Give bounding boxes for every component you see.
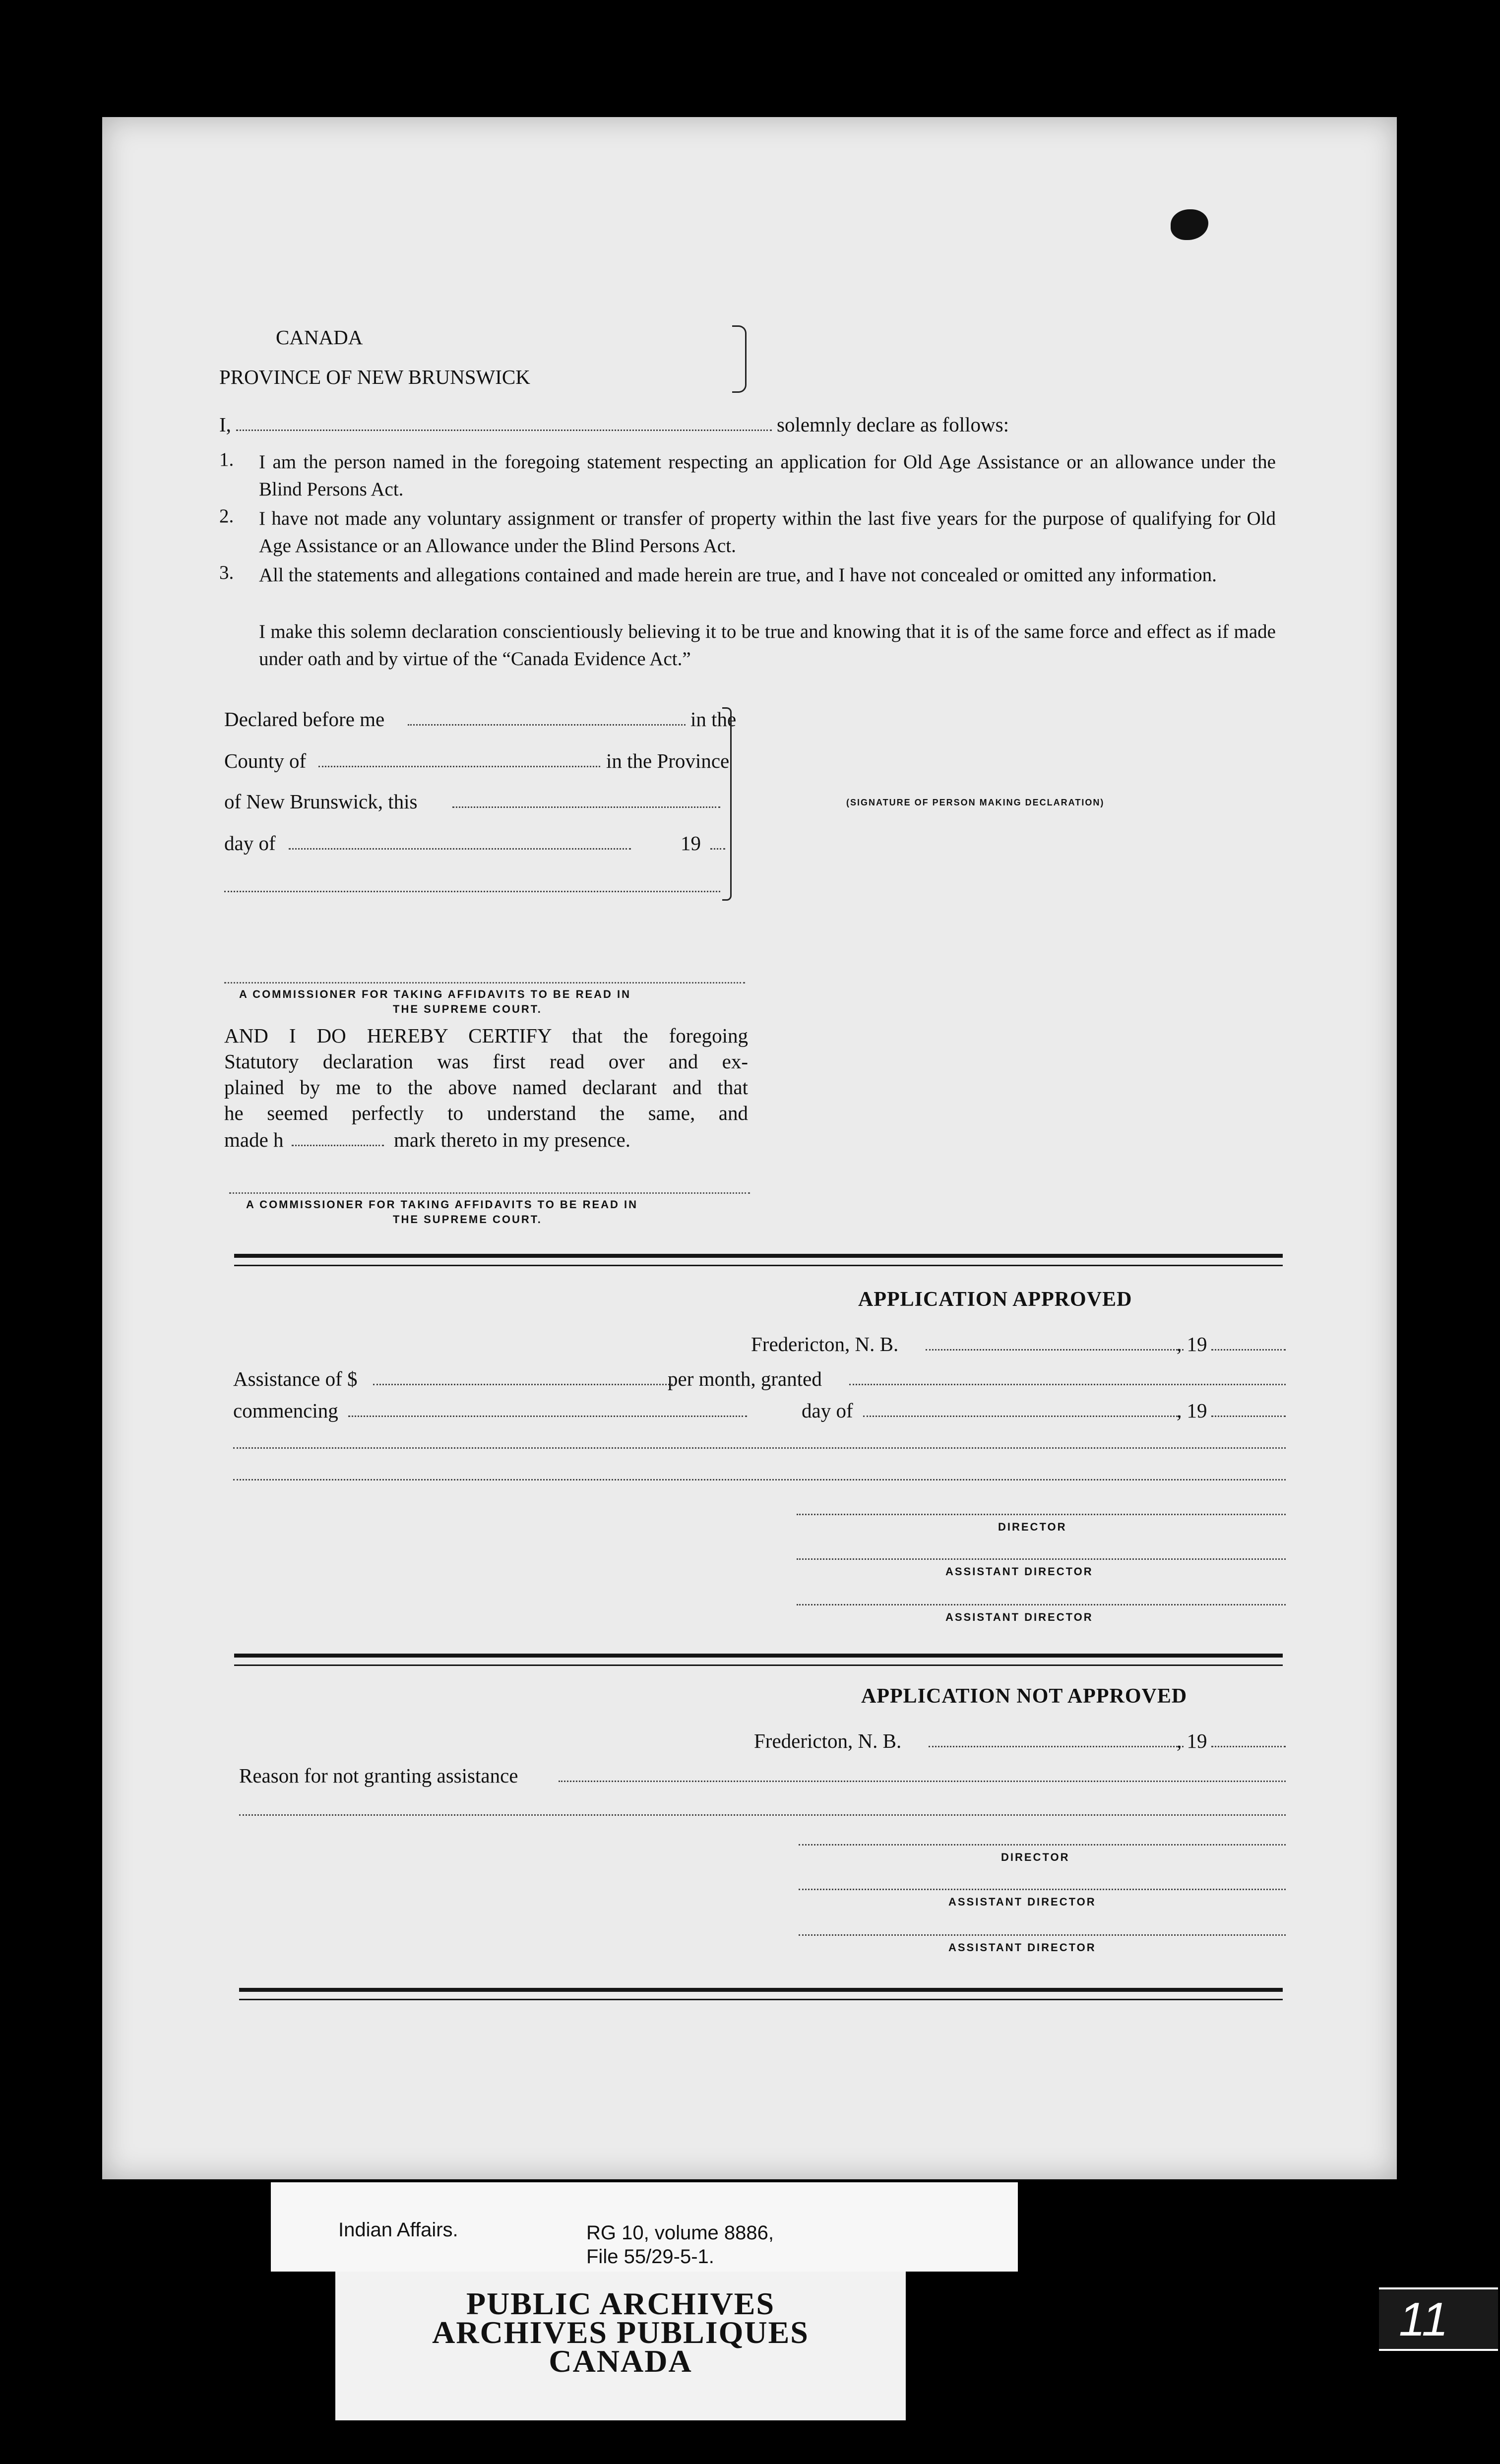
province-heading: PROVINCE OF NEW BRUNSWICK [219, 366, 530, 388]
na-director-signature-line[interactable] [799, 1844, 1286, 1846]
not-approved-year-prefix: , 19 [1177, 1729, 1207, 1752]
frame-number: 11 [1399, 2293, 1448, 2346]
section-divider-1 [234, 1254, 1283, 1258]
granted-field[interactable] [849, 1384, 1286, 1385]
declarant-prefix: I, [219, 413, 231, 436]
commissioner-signature-line-2[interactable] [229, 1192, 750, 1194]
not-approved-director-caption: DIRECTOR [1001, 1851, 1070, 1863]
jurat-county-field[interactable] [318, 766, 600, 767]
approved-director-caption: DIRECTOR [998, 1521, 1067, 1533]
jurat-month-field[interactable] [289, 848, 631, 850]
assistant-director-line-1[interactable] [797, 1558, 1286, 1560]
na-assistant-line-1[interactable] [799, 1889, 1286, 1890]
not-approved-assistant-caption-2: ASSISTANT DIRECTOR [948, 1941, 1096, 1954]
assistance-amount-field[interactable] [373, 1384, 673, 1385]
section-divider-2b [234, 1664, 1283, 1666]
item-2-text: I have not made any voluntary assignment or transfer of property within the last five years for the purpose of qualifying for Old Age Assistance or an Allowance under the Blind Persons Act. [259, 508, 1276, 556]
assistant-director-line-2[interactable] [797, 1604, 1286, 1605]
jurat-place-field[interactable] [408, 724, 686, 726]
jurat-extra-line[interactable] [224, 891, 720, 892]
approved-day-field[interactable] [863, 1416, 1181, 1417]
not-approved-place: Fredericton, N. B. [754, 1729, 902, 1752]
approved-notes-line-1[interactable] [233, 1447, 1286, 1449]
commissioner-caption-2a: A COMMISSIONER FOR TAKING AFFIDAVITS TO BE READ IN [246, 1198, 638, 1211]
section-divider-3 [239, 1988, 1283, 1992]
jurat-declared-label: Declared before me [224, 708, 385, 731]
document-page [102, 117, 1397, 2179]
header-brace [732, 325, 747, 393]
jurat-nb-label: of New Brunswick, this [224, 790, 418, 813]
section-divider-2 [234, 1654, 1283, 1658]
reason-line-2[interactable] [239, 1814, 1286, 1816]
archive-record-group: RG 10, volume 8886, [586, 2222, 774, 2244]
signature-caption: (SIGNATURE OF PERSON MAKING DECLARATION) [846, 798, 1105, 807]
na-assistant-line-2[interactable] [799, 1934, 1286, 1936]
certify-line-2: Statutory declaration was first read over and ex- [224, 1050, 748, 1073]
not-approved-title: APPLICATION NOT APPROVED [861, 1685, 1188, 1708]
reason-field[interactable] [559, 1781, 1286, 1782]
archive-stamp-line-2: ARCHIVES PUBLIQUES [432, 2315, 809, 2350]
made-suffix: mark thereto in my presence. [394, 1128, 631, 1151]
approved-year-field[interactable] [1211, 1349, 1286, 1351]
made-prefix: made h [224, 1128, 284, 1151]
not-approved-assistant-caption-1: ASSISTANT DIRECTOR [948, 1896, 1096, 1908]
item-2-number: 2. [219, 505, 234, 527]
assistance-label: Assistance of $ [233, 1367, 358, 1390]
made-his-her-field[interactable] [292, 1145, 384, 1146]
jurat-county-label: County of [224, 749, 307, 772]
commencing-label: commencing [233, 1399, 338, 1422]
approved-year2-prefix: , 19 [1177, 1399, 1207, 1422]
commissioner-caption-1b: THE SUPREME COURT. [393, 1003, 542, 1015]
approved-assistant-caption-1: ASSISTANT DIRECTOR [945, 1565, 1093, 1578]
commissioner-caption-2b: THE SUPREME COURT. [393, 1213, 542, 1226]
item-3-number: 3. [219, 562, 234, 583]
approved-day-of-label: day of [802, 1399, 853, 1422]
item-3-text: All the statements and allegations contained and made herein are true, and I have not concealed or omitted any information. [259, 564, 1217, 586]
jurat-brace [722, 707, 732, 901]
archive-label [271, 2182, 1018, 2420]
archive-stamp-line-1: PUBLIC ARCHIVES [466, 2286, 775, 2321]
reason-label: Reason for not granting assistance [239, 1764, 518, 1787]
jurat-day-of-label: day of [224, 832, 276, 855]
label-shadow-left [271, 2272, 335, 2420]
country-heading: CANADA [276, 326, 363, 349]
jurat-year-prefix: 19 [681, 832, 701, 855]
ink-blot [1171, 209, 1208, 240]
approved-year-prefix: , 19 [1177, 1333, 1207, 1355]
per-month-label: per month, granted [668, 1367, 822, 1390]
item-1-text: I am the person named in the foregoing statement respecting an application for Old Age Assistance or an allowance under the Blind Persons Act. [259, 451, 1276, 500]
certify-line-4: he seemed perfectly to understand the same, and [224, 1102, 748, 1124]
section-divider-1b [234, 1265, 1283, 1266]
commissioner-caption-1a: A COMMISSIONER FOR TAKING AFFIDAVITS TO BE READ IN [239, 988, 631, 1000]
certify-line-3: plained by me to the above named declarant and that [224, 1076, 748, 1099]
jurat-in-the-label: in the [690, 708, 737, 731]
approved-year2-field[interactable] [1211, 1416, 1286, 1417]
closing-statement: I make this solemn declaration conscientiously believing it to be true and knowing that it is of the same force and effect as if made under oath and by virtue of the “Canada Evidence Act.” [259, 621, 1276, 670]
approved-title: APPLICATION APPROVED [858, 1288, 1132, 1311]
item-1-number: 1. [219, 449, 234, 470]
archive-stamp-line-3: CANADA [549, 2343, 692, 2379]
jurat-province-label: in the Province [606, 749, 730, 772]
archive-file-number: File 55/29-5-1. [586, 2246, 714, 2268]
approved-place: Fredericton, N. B. [751, 1333, 899, 1355]
label-shadow-right [906, 2272, 1018, 2420]
not-approved-year-field[interactable] [1211, 1746, 1286, 1747]
commissioner-signature-line-1[interactable] [224, 982, 745, 984]
jurat-day-field[interactable] [452, 806, 720, 808]
approved-notes-line-2[interactable] [233, 1479, 1286, 1480]
not-approved-date-field[interactable] [929, 1746, 1184, 1747]
certify-line-1: AND I DO HEREBY CERTIFY that the foregoing [224, 1024, 748, 1047]
declare-suffix: solemnly declare as follows: [777, 413, 1009, 436]
commencing-field[interactable] [348, 1416, 747, 1417]
frame-number-box [1379, 2287, 1498, 2351]
director-signature-line[interactable] [797, 1514, 1286, 1515]
section-divider-3b [239, 1999, 1283, 2000]
approved-assistant-caption-2: ASSISTANT DIRECTOR [945, 1611, 1093, 1623]
declarant-name-field[interactable] [236, 430, 772, 431]
approved-date-field[interactable] [926, 1349, 1184, 1351]
archive-department: Indian Affairs. [338, 2219, 458, 2241]
